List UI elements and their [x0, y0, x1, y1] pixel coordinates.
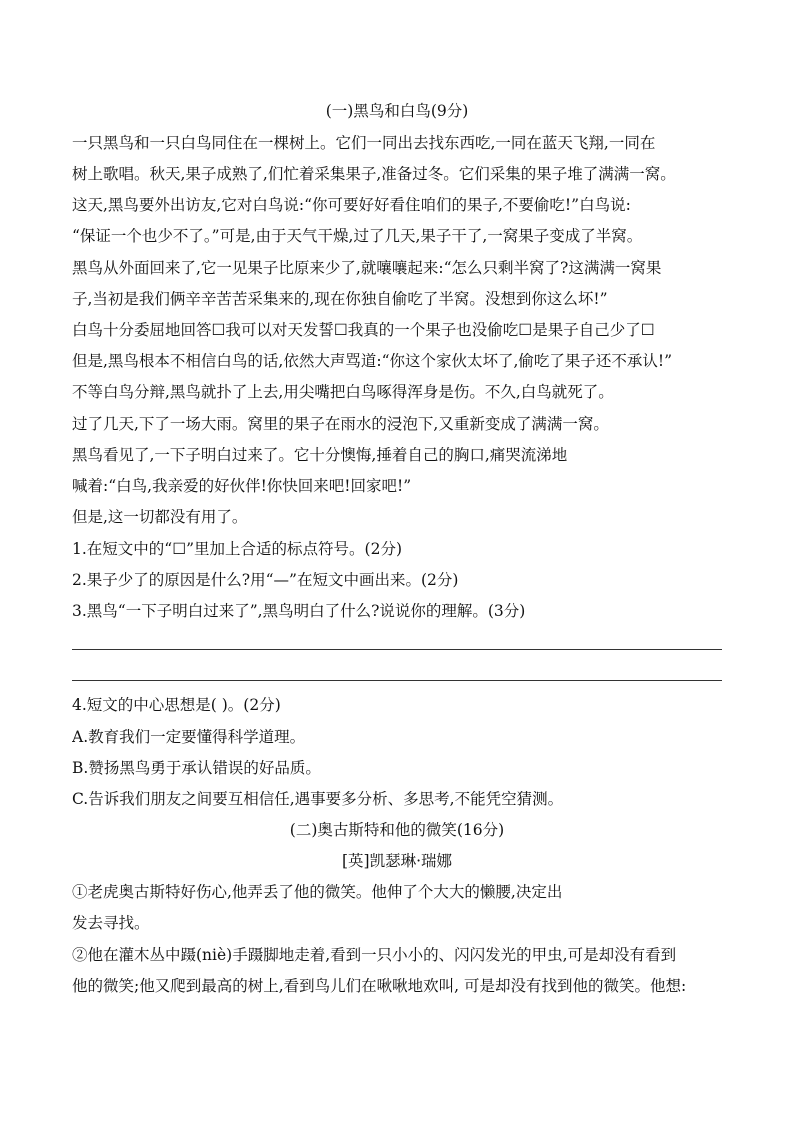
section2-author: [英]凯瑟琳·瑞娜 [341, 852, 453, 870]
option-c: C.告诉我们朋友之间要互相信任,遇事要多分析、多思考,不能凭空猜测。 [72, 790, 564, 808]
answer-line[interactable] [72, 680, 722, 681]
passage1-line: 子,当初是我们俩辛辛苦苦采集来的,现在你独自偷吃了半窝。没想到你这么坏!” [72, 290, 608, 308]
passage1-line: 黑鸟看见了,一下子明白过来了。它十分懊悔,捶着自己的胸口,痛哭流涕地 [72, 446, 568, 464]
question-4: 4.短文的中心思想是( )。(2分) [72, 696, 281, 714]
passage1-line: 不等白鸟分辩,黑鸟就扑了上去,用尖嘴把白鸟啄得浑身是伤。不久,白鸟就死了。 [72, 383, 614, 401]
passage1-line: 黑鸟从外面回来了,它一见果子比原来少了,就嚷嚷起来:“怎么只剩半窝了?这满满一窝果 [72, 259, 662, 277]
passage1-line: 树上歌唱。秋天,果子成熟了,们忙着采集果子,准备过冬。它们采集的果子堆了满满一窝。 [72, 165, 676, 183]
passage1-line: 白鸟十分委屈地回答☐我可以对天发誓☐我真的一个果子也没偷吃☐是果子自己少了☐ [72, 321, 655, 339]
section1-title: (一)黑鸟和白鸟(9分) [325, 102, 469, 120]
passage1-line: 过了几天,下了一场大雨。窝里的果子在雨水的浸泡下,又重新变成了满满一窝。 [72, 415, 609, 433]
answer-line[interactable] [72, 649, 722, 650]
passage1-line: 喊着:“白鸟,我亲爱的好伙伴!你快回来吧!回家吧!” [72, 477, 412, 495]
question-2: 2.果子少了的原因是什么?用“—”在短文中画出来。(2分) [72, 571, 459, 589]
passage2-line: ②他在灌木丛中蹑(niè)手蹑脚地走着,看到一只小小的、闪闪发光的甲虫,可是却没有看到 [72, 946, 677, 964]
section2-title: (二)奥古斯特和他的微笑(16分) [289, 821, 505, 839]
passage2-line: 他的微笑;他又爬到最高的树上,看到鸟儿们在啾啾地欢叫, 可是却没有找到他的微笑。他想: [72, 977, 687, 995]
question-3: 3.黑鸟“一下子明白过来了”,黑鸟明白了什么?说说你的理解。(3分) [72, 602, 526, 620]
passage1-line: 这天,黑鸟要外出访友,它对白鸟说:“你可要好好看住咱们的果子,不要偷吃!”白鸟说: [72, 196, 631, 214]
passage2-line: 发去寻找。 [72, 914, 150, 932]
question-1: 1.在短文中的“☐”里加上合适的标点符号。(2分) [72, 540, 402, 558]
passage2-line: ①老虎奥古斯特好伤心,他弄丢了他的微笑。他伸了个大大的懒腰,决定出 [72, 883, 563, 901]
passage1-line: 但是,黑鸟根本不相信白鸟的话,依然大声骂道:“你这个家伙太坏了,偷吃了果子还不承认!” [72, 352, 673, 370]
option-a: A.教育我们一定要懂得科学道理。 [72, 728, 306, 746]
passage1-line: 一只黑鸟和一只白鸟同住在一棵树上。它们一同出去找东西吃,一同在蓝天飞翔,一同在 [72, 134, 656, 152]
passage1-line: “保证一个也少不了。”可是,由于天气干燥,过了几天,果子干了,一窝果子变成了半窝。 [72, 227, 643, 245]
option-b: B.赞扬黑鸟勇于承认错误的好品质。 [72, 759, 321, 777]
passage1-line: 但是,这一切都没有用了。 [72, 508, 248, 526]
